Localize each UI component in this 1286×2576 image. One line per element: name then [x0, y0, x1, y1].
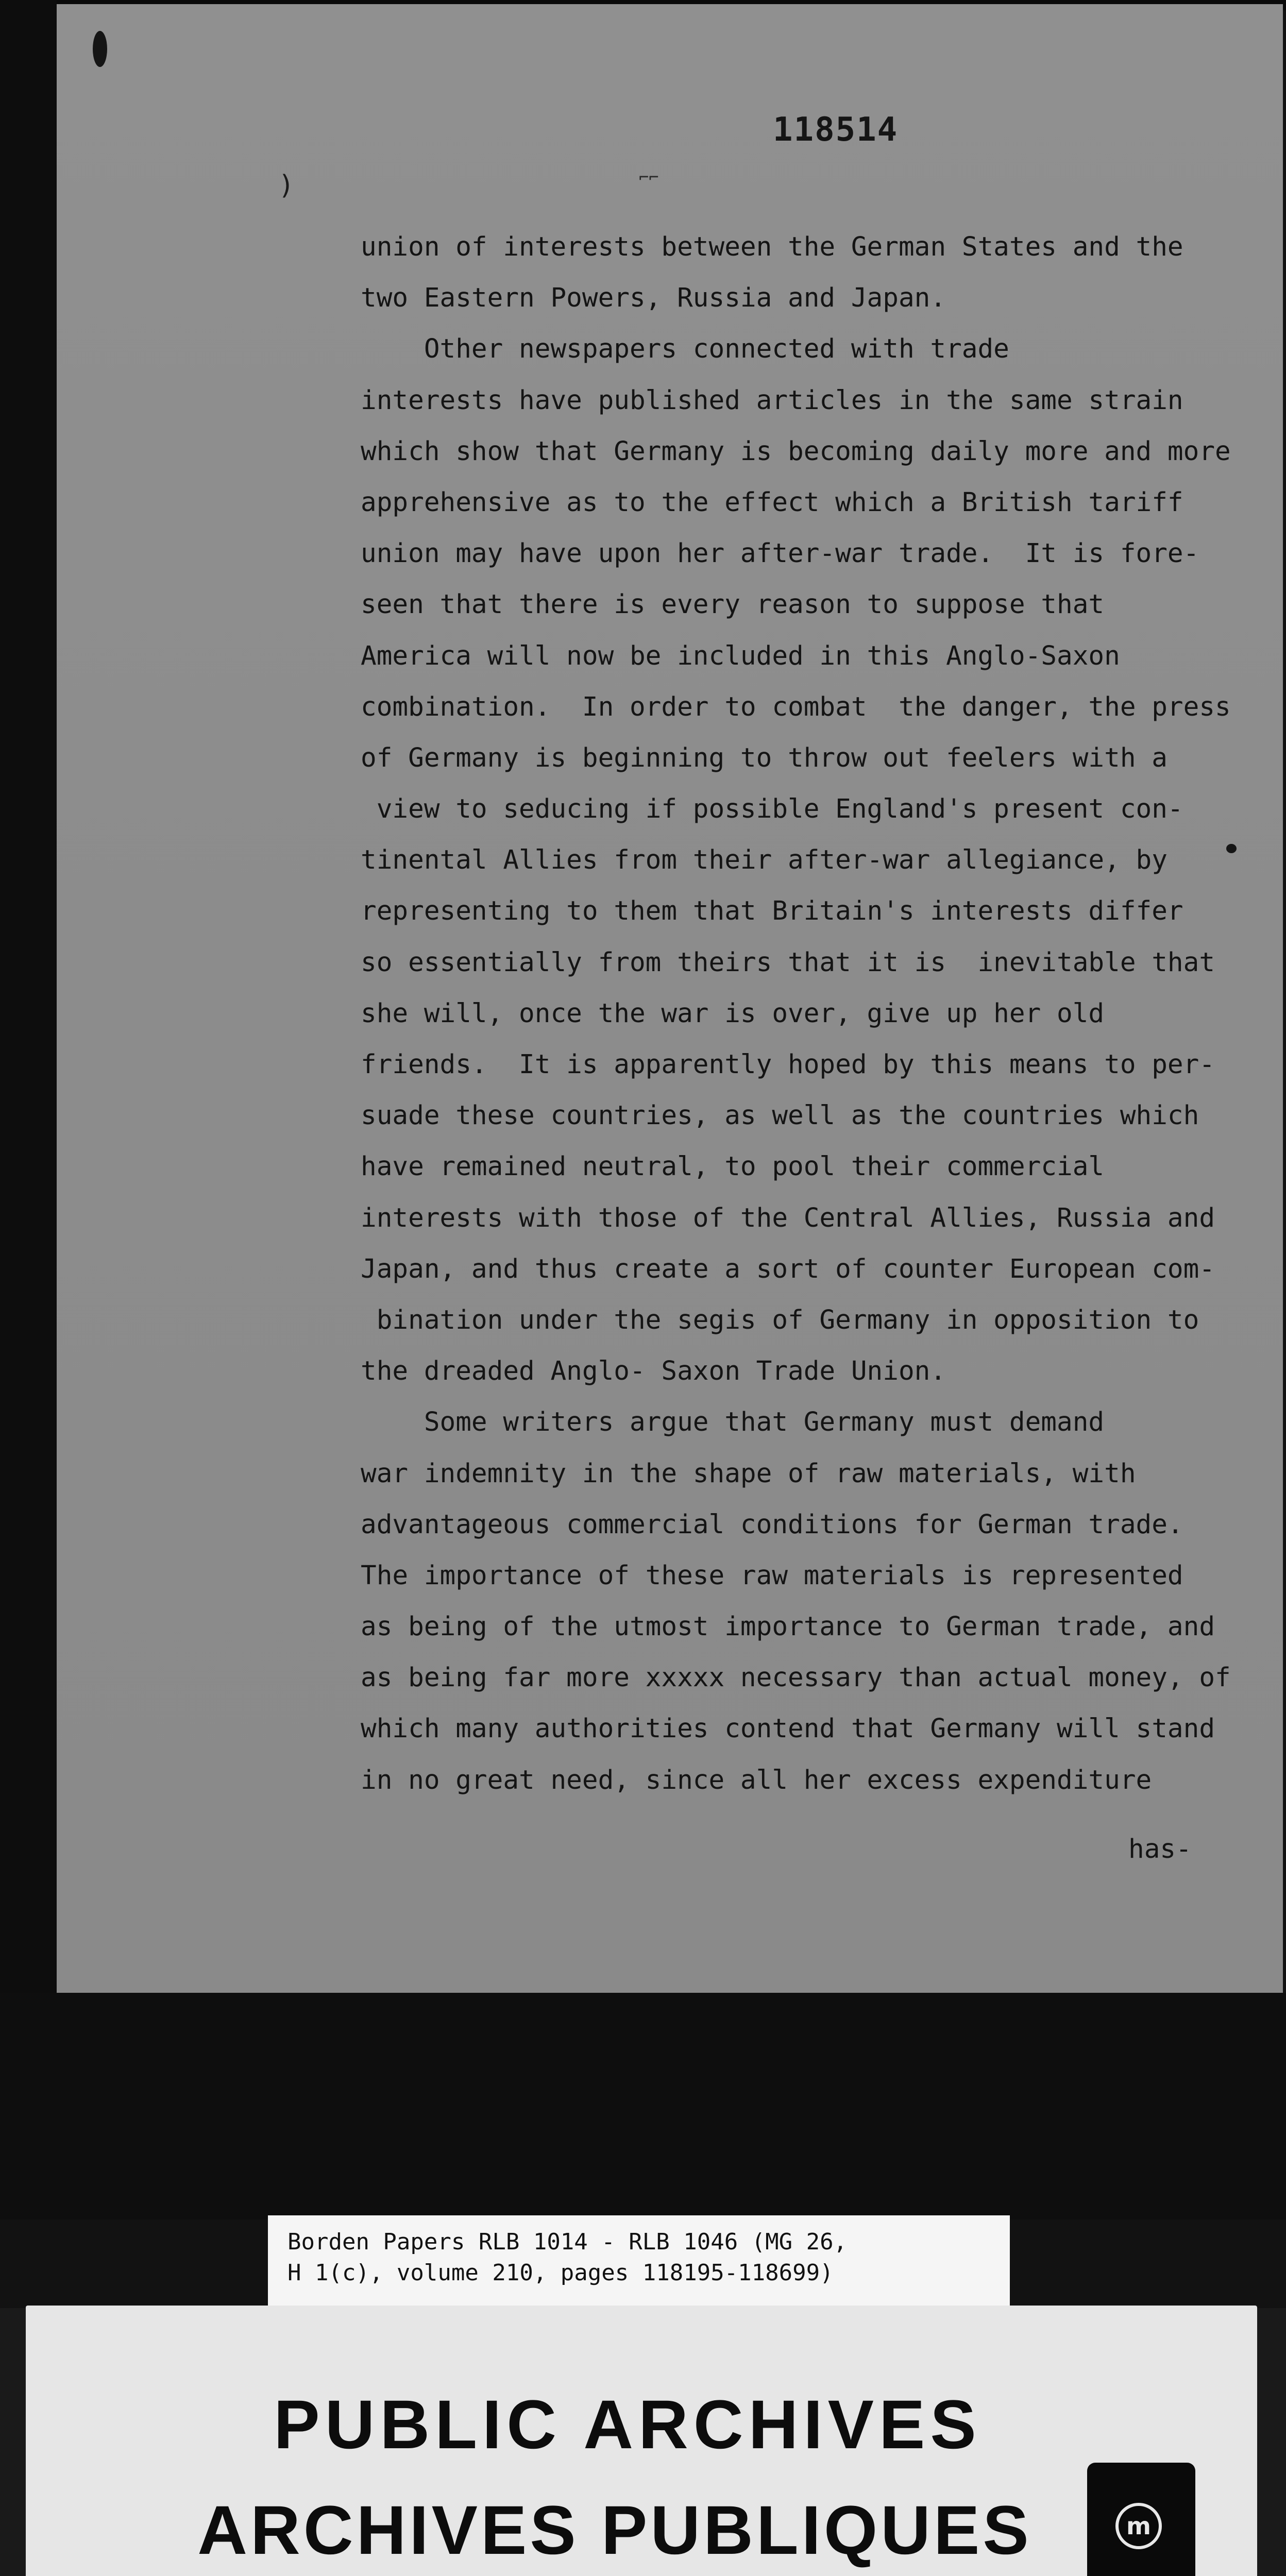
- archives-seal-logo: [1087, 2463, 1195, 2576]
- text-line: union may have upon her after-war trade. It is fore-: [361, 538, 1199, 569]
- text-line: view to seducing if possible England's present con-: [361, 794, 1183, 825]
- page-number-stamp: 118514: [773, 111, 899, 149]
- margin-mark: ): [278, 170, 295, 201]
- text-line: bination under the segis of Germany in opposition to: [361, 1304, 1199, 1335]
- stamp-line-public-archives: PUBLIC ARCHIVES: [274, 2386, 982, 2463]
- text-line: have remained neutral, to pool their commercial: [361, 1151, 1105, 1182]
- text-line: America will now be included in this Anglo-Saxon: [361, 640, 1120, 671]
- text-line: which show that Germany is becoming daily more and more: [361, 436, 1231, 467]
- text-line: she will, once the war is over, give up her old: [361, 998, 1105, 1029]
- text-line: representing to them that Britain's interests differ: [361, 896, 1183, 927]
- ink-spot: [93, 31, 107, 67]
- text-line: two Eastern Powers, Russia and Japan.: [361, 283, 946, 314]
- text-line: so essentially from theirs that it is inevitable that: [361, 947, 1215, 978]
- text-line: Some writers argue that Germany must demand: [361, 1407, 1105, 1438]
- text-line: The importance of these raw materials is represented: [361, 1560, 1183, 1591]
- text-line: which many authorities contend that Germany will stand: [361, 1714, 1215, 1744]
- reference-line-2: H 1(c), volume 210, pages 118195-118699): [287, 2260, 834, 2286]
- text-line: apprehensive as to the effect which a British tariff: [361, 487, 1183, 518]
- film-dark-band: [0, 1993, 1286, 2219]
- catchword: has-: [1128, 1834, 1192, 1865]
- stamp-line-archives-publiques: ARCHIVES PUBLIQUES: [197, 2492, 1032, 2569]
- text-line: Other newspapers connected with trade: [361, 334, 1009, 365]
- reference-line-1: Borden Papers RLB 1014 - RLB 1046 (MG 26,: [287, 2229, 848, 2255]
- text-line: Japan, and thus create a sort of counter European com-: [361, 1253, 1215, 1284]
- reference-label: [268, 2215, 1010, 2308]
- typed-body-text: [361, 222, 1237, 1806]
- seal-ring-icon: m: [1115, 2503, 1162, 2549]
- text-line: interests have published articles in the same strain: [361, 385, 1183, 416]
- text-line: interests with those of the Central Allies, Russia and: [361, 1202, 1215, 1233]
- text-line: tinental Allies from their after-war allegiance, by: [361, 845, 1167, 876]
- text-line: as being of the utmost importance to German trade, and: [361, 1612, 1215, 1642]
- pencil-mark: ⌐⌐: [639, 167, 659, 187]
- text-line: the dreaded Anglo- Saxon Trade Union.: [361, 1356, 946, 1387]
- text-line: seen that there is every reason to suppose that: [361, 589, 1105, 620]
- text-line: combination. In order to combat the danger, the press: [361, 691, 1231, 722]
- text-line: of Germany is beginning to throw out feelers with a: [361, 742, 1167, 773]
- text-line: as being far more xxxxx necessary than actual money, of: [361, 1663, 1231, 1693]
- text-line: suade these countries, as well as the countries which: [361, 1100, 1199, 1131]
- text-line: advantageous commercial conditions for German trade.: [361, 1509, 1183, 1540]
- text-line: union of interests between the German States and the: [361, 232, 1183, 262]
- film-left-edge: [0, 0, 57, 2009]
- text-line: in no great need, since all her excess expenditure: [361, 1765, 1152, 1795]
- text-line: friends. It is apparently hoped by this means to per-: [361, 1049, 1215, 1080]
- text-line: war indemnity in the shape of raw materials, with: [361, 1458, 1136, 1489]
